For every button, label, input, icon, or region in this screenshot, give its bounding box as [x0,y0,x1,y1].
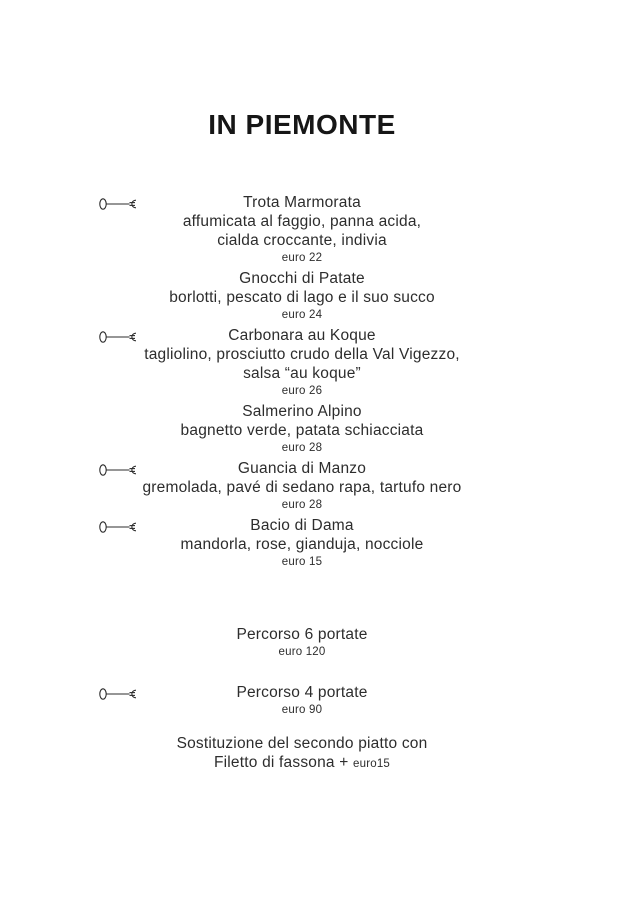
dish-list [0,193,604,570]
menu-item [0,193,604,266]
dish-price: euro 28 [281,442,323,454]
menu-item [0,459,604,513]
page-title: IN PIEMONTE [208,109,396,140]
dish-price: euro 22 [281,252,323,264]
skewer-icon [98,197,138,211]
menu-item [0,402,604,456]
note-line-2-text: Filetto di fassona + [213,754,349,771]
dish-name: Guancia di Manzo [237,460,367,477]
dish-description: gremolada, pavé di sedano rapa, tartufo nero [142,479,462,496]
note-line-2 [0,753,604,774]
dish-name: Bacio di Dama [250,517,354,534]
dish-description: salsa “au koque” [243,365,361,382]
substitution-note [0,734,604,774]
dish-price: euro 15 [281,556,323,568]
tasting-menu-name: Percorso 4 portate [236,684,368,701]
dish-description: cialda croccante, indivia [217,232,387,249]
tasting-menu-list [0,625,604,718]
menu-item [0,516,604,570]
dish-name: Carbonara au Koque [228,327,376,344]
dish-description: affumicata al faggio, panna acida, [182,213,422,230]
dish-price: euro 24 [281,309,323,321]
dish-name: Gnocchi di Patate [239,270,365,287]
skewer-icon [98,520,138,534]
tasting-menu-price: euro 120 [278,646,326,658]
dish-price: euro 26 [281,385,323,397]
tasting-menu-name: Percorso 6 portate [236,626,368,643]
skewer-icon [98,330,138,344]
dish-name: Trota Marmorata [243,194,361,211]
menu-item [0,269,604,323]
dish-description: bagnetto verde, patata schiacciata [180,422,424,439]
tasting-menu-price: euro 90 [281,704,323,716]
dish-description: tagliolino, prosciutto crudo della Val Vigezzo, [144,346,460,363]
note-line-2-price: euro15 [353,758,391,770]
dish-price: euro 28 [281,499,323,511]
skewer-icon [98,687,138,701]
note-line-1: Sostituzione del secondo piatto con [176,735,428,752]
menu-item [0,326,604,399]
tasting-menu-item [0,683,604,718]
dish-description: mandorla, rose, gianduja, nocciole [180,536,424,553]
dish-name: Salmerino Alpino [242,403,362,420]
skewer-icon [98,463,138,477]
tasting-menu-item [0,625,604,660]
dish-description: borlotti, pescato di lago e il suo succo [169,289,435,306]
